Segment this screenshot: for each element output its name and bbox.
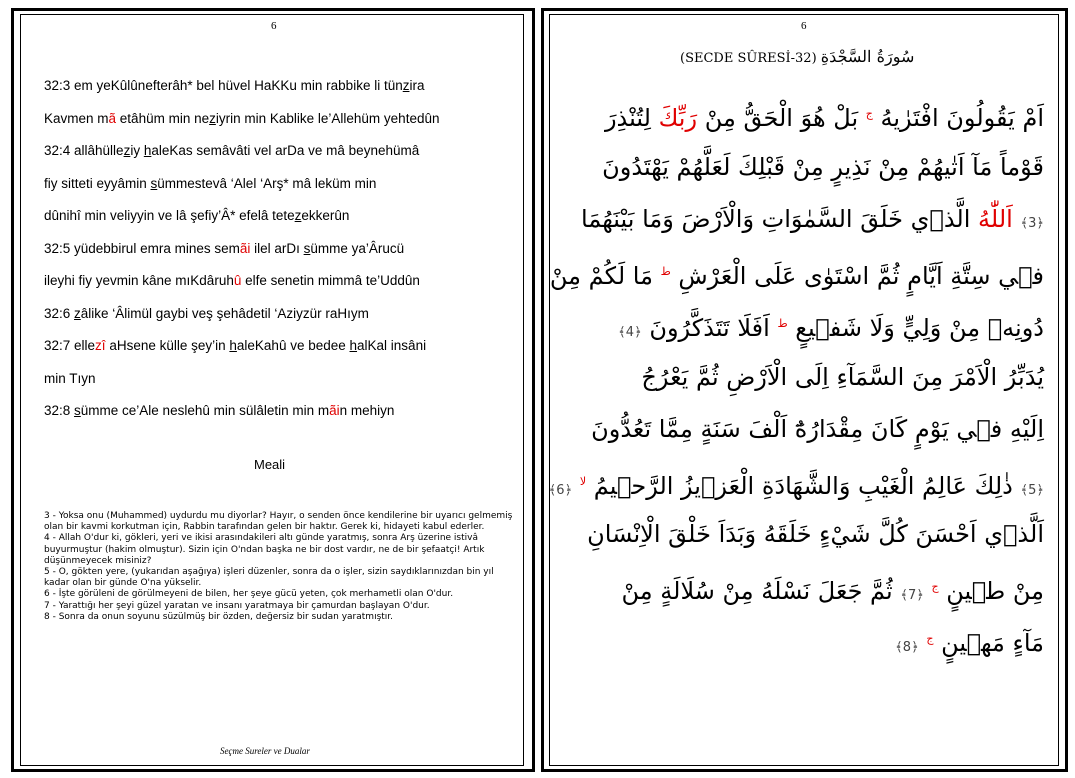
- arabic-segment: ذٰلِكَ عَالِمُ الْغَيْبِ وَالشَّهَادَةِ الْعَز۪يزُ الرَّح۪يمُ: [586, 471, 1021, 500]
- pause-mark: ط: [777, 317, 788, 330]
- transliteration-segment: s: [150, 175, 158, 191]
- book-footer: Seçme Sureler ve Dualar: [220, 746, 310, 756]
- transliteration-segment: fiy sitteti eyyâmin: [44, 175, 151, 191]
- transliteration-segment: 32:4 allâhülle: [44, 143, 124, 158]
- arabic-segment: ف۪ي سِتَّةِ اَيَّامٍ ثُمَّ اسْتَوٰى عَلَى الْعَرْشِ: [670, 261, 1044, 290]
- arabic-line: [576, 508, 1044, 561]
- transliteration-segment: dûnihî min veliyyin ve lâ şefiy’Â* efelâ tete: [44, 208, 295, 223]
- meali-translation-block: [44, 511, 514, 623]
- verse-number-marker: ﴿5﴾: [1020, 482, 1044, 498]
- transliteration-segment: z: [402, 78, 410, 93]
- transliteration-segment: ümmestevâ ‘Alel ‘Arş* mâ leküm min: [157, 175, 377, 191]
- arabic-segment: بَلْ هُوَ الْحَقُّ مِنْ: [697, 104, 866, 132]
- sura-title: [680, 47, 914, 66]
- arabic-segment: رَبِّكَ: [658, 104, 698, 132]
- arabic-segment: لِتُنْذِرَ: [604, 104, 659, 132]
- arabic-verses-block: [548, 88, 1044, 666]
- transliteration-segment: ekkerûn: [301, 208, 350, 223]
- transliteration-line: [44, 176, 514, 209]
- pause-mark: ج: [931, 579, 939, 593]
- arabic-line: [576, 403, 1044, 456]
- transliteration-segment: alKal insâni: [357, 338, 427, 353]
- arabic-line: [549, 246, 1044, 299]
- arabic-segment: ثُمَّ جَعَلَ نَسْلَهُ مِنْ سُلَالَةٍ مِنْ: [621, 576, 901, 605]
- right-page-number: 6: [801, 20, 807, 32]
- arabic-segment: اَمْ يَقُولُونَ افْتَرٰيهُ: [872, 104, 1044, 132]
- arabic-line: [576, 613, 1044, 666]
- transliteration-segment: û: [233, 273, 242, 288]
- transliteration-segment: ã: [108, 110, 117, 126]
- transliteration-segment: 32:3 em yeKûlûnefterâh* bel hüvel HaKKu min rabbike li tün: [44, 78, 403, 93]
- transliteration-segment: ileyhi fiy yevmin kâne mıKdâruh: [44, 273, 234, 288]
- transliteration-segment: 32:5 yüdebbirul emra mines sem: [44, 240, 240, 256]
- transliteration-segment: iy: [130, 143, 144, 158]
- meali-verse: 3 - Yoksa onu (Muhammed) uydurdu mu diyorlar? Hayır, o senden önce kendilerine bir uyarıcı gelmemiş olan bir kavmi korkutman için, Rabbin tarafından gelen bir haktır. Gerek ki, hidayeti kabul ederler.: [44, 511, 513, 533]
- meali-verse: 8 - Sonra da onun soyunu süzülmüş bir özden, değersiz bir sudan yaratmıştır.: [44, 611, 394, 622]
- transliteration-segment: âlike ‘Âlimül gaybi veş şehâdetil ‘Aziyzür raHıym: [80, 305, 369, 321]
- verse-number-marker: ﴿8﴾: [895, 640, 919, 655]
- transliteration-segment: aleKahû ve bedee: [236, 338, 350, 353]
- transliteration-line: [44, 273, 514, 306]
- arabic-line: [576, 561, 1044, 614]
- meali-heading: Meali: [254, 457, 286, 472]
- transliteration-segment: elfe senetin mimmâ te’Uddûn: [241, 273, 420, 288]
- verse-number-marker: ﴿6﴾: [548, 482, 573, 498]
- arabic-segment: مِنْ ط۪ينٍ: [938, 576, 1044, 605]
- transliteration-segment: ilel arDı: [250, 240, 304, 256]
- transliteration-line: [44, 143, 514, 176]
- transliteration-segment: 32:8: [44, 403, 75, 418]
- arabic-line: [548, 456, 1044, 509]
- meali-verse: 5 - O, gökten yere, (yukarıdan aşağıya) işleri düzenler, sonra da o işler, sizin saydıklarınızdan bin yıl kadar olan bir günde O'na yükselir.: [44, 567, 494, 589]
- arabic-segment: دُونِه۪ مِنْ وَلِيٍّ وَلَا شَف۪يعٍ: [787, 314, 1044, 342]
- arabic-segment: اَلَّذ۪ي اَحْسَنَ كُلَّ شَيْءٍ خَلَقَهُ وَبَدَاَ خَلْقَ الْاِنْسَانِ: [587, 520, 1044, 548]
- transliteration-segment: min Tıyn: [44, 370, 96, 386]
- transliteration-line: [44, 111, 514, 144]
- sura-title-latin: (SECDE SÛRESİ-32): [680, 51, 817, 66]
- arabic-line: [576, 351, 1044, 404]
- transliteration-segment: s: [303, 240, 311, 256]
- transliteration-line: [44, 78, 514, 111]
- transliteration-segment: Kavmen m: [44, 110, 109, 126]
- pause-mark: ط: [660, 264, 671, 278]
- transliteration-segment: n mehiyn: [339, 403, 395, 418]
- transliteration-segment: h: [349, 338, 358, 353]
- transliteration-segment: ira: [409, 78, 425, 93]
- transliteration-segment: ãi: [329, 403, 340, 418]
- transliteration-line: [44, 371, 514, 404]
- transliteration-segment: iyrin min Kablike le’Allehüm yehtedûn: [215, 110, 440, 126]
- arabic-segment: قَوْماً مَآ اَتٰيهُمْ مِنْ نَذِيرٍ مِنْ قَبْلِكَ لَعَلَّهُمْ يَهْتَدُونَ: [602, 152, 1044, 181]
- transliteration-segment: ümme ya’Ârucü: [310, 240, 405, 256]
- transliteration-segment: aHsene külle şey’in: [105, 338, 230, 353]
- transliteration-segment: ümme ce’Ale neslehû min sülâletin min m: [80, 403, 330, 418]
- arabic-segment: مَآءٍ مَه۪ينٍ: [933, 629, 1044, 657]
- transliteration-segment: z: [74, 305, 81, 321]
- meali-verse: 7 - Yarattığı her şeyi güzel yaratan ve insanı yaratmaya bir çamurdan başlayan O'dur.: [44, 600, 430, 611]
- left-page-number: 6: [271, 20, 277, 32]
- transliteration-segment: ãi: [239, 240, 251, 256]
- transliteration-segment: etâhüm min ne: [116, 110, 210, 126]
- transliteration-segment: 32:6: [44, 305, 75, 321]
- meali-verse: 4 - Allah O'dur ki, gökleri, yeri ve ikisi arasındakileri altı günde yaratmış, sonra Arş üzerine istivâ buyurmuştur (hakim olmuştur). Sizin için O'ndan başka ne bir dost vardır, ne de bir şefaatçi! Artık düşünmeyecek misiniz?: [44, 533, 485, 566]
- pause-mark: لا: [579, 474, 587, 488]
- transliteration-segment: h: [143, 143, 152, 158]
- verse-number-marker: ﴿3﴾: [1020, 216, 1044, 231]
- pause-mark: ج: [865, 107, 873, 120]
- transliteration-segment: zî: [95, 338, 106, 353]
- transliteration-line: [44, 338, 514, 371]
- transliteration-segment: s: [74, 403, 81, 418]
- arabic-line: [576, 88, 1044, 141]
- meali-verse: 6 - İşte görüleni de görülmeyeni de bilen, her şeye gücü yeten, çok merhametli olan O'dur.: [44, 589, 454, 600]
- verse-number-marker: ﴿7﴾: [900, 587, 924, 603]
- arabic-segment: مَا لَكُمْ مِنْ: [549, 261, 661, 290]
- transliteration-segment: z: [209, 110, 216, 126]
- arabic-segment: اَفَلَا تَتَذَكَّرُونَ: [641, 314, 778, 342]
- arabic-segment: [572, 472, 580, 500]
- sura-title-arabic: سُورَةُ السَّجْدَةِ: [820, 47, 915, 66]
- arabic-segment: الَّذ۪ي خَلَقَ السَّمٰوَاتِ وَالْاَرْضَ وَمَا بَيْنَهُمَا: [581, 205, 979, 233]
- arabic-line: [576, 298, 1044, 351]
- arabic-segment: اِلَيْهِ ف۪ي يَوْمٍ كَانَ مِقْدَارُهُٓ اَلْفَ سَنَةٍ مِمَّا تَعُدُّونَ: [591, 415, 1044, 443]
- arabic-line: [576, 193, 1044, 246]
- transliteration-line: [44, 306, 514, 339]
- verse-number-marker: ﴿4﴾: [618, 325, 642, 340]
- transliteration-line: [44, 241, 514, 274]
- arabic-segment: يُدَبِّرُ الْاَمْرَ مِنَ السَّمَآءِ اِلَى الْاَرْضِ ثُمَّ يَعْرُجُ: [641, 362, 1044, 391]
- pause-mark: ج: [926, 632, 934, 645]
- transliteration-segment: z: [123, 143, 131, 158]
- arabic-segment: اَللّٰهُ: [978, 205, 1013, 233]
- transliteration-segment: h: [229, 338, 237, 353]
- transliteration-segment: 32:7 elle: [44, 338, 96, 353]
- transliteration-block: [44, 78, 514, 436]
- transliteration-segment: aleKas semâvâti vel arDa ve mâ beynehümâ: [151, 143, 420, 158]
- transliteration-line: [44, 208, 514, 241]
- transliteration-segment: z: [294, 208, 302, 223]
- transliteration-line: [44, 403, 514, 436]
- arabic-line: [576, 141, 1044, 194]
